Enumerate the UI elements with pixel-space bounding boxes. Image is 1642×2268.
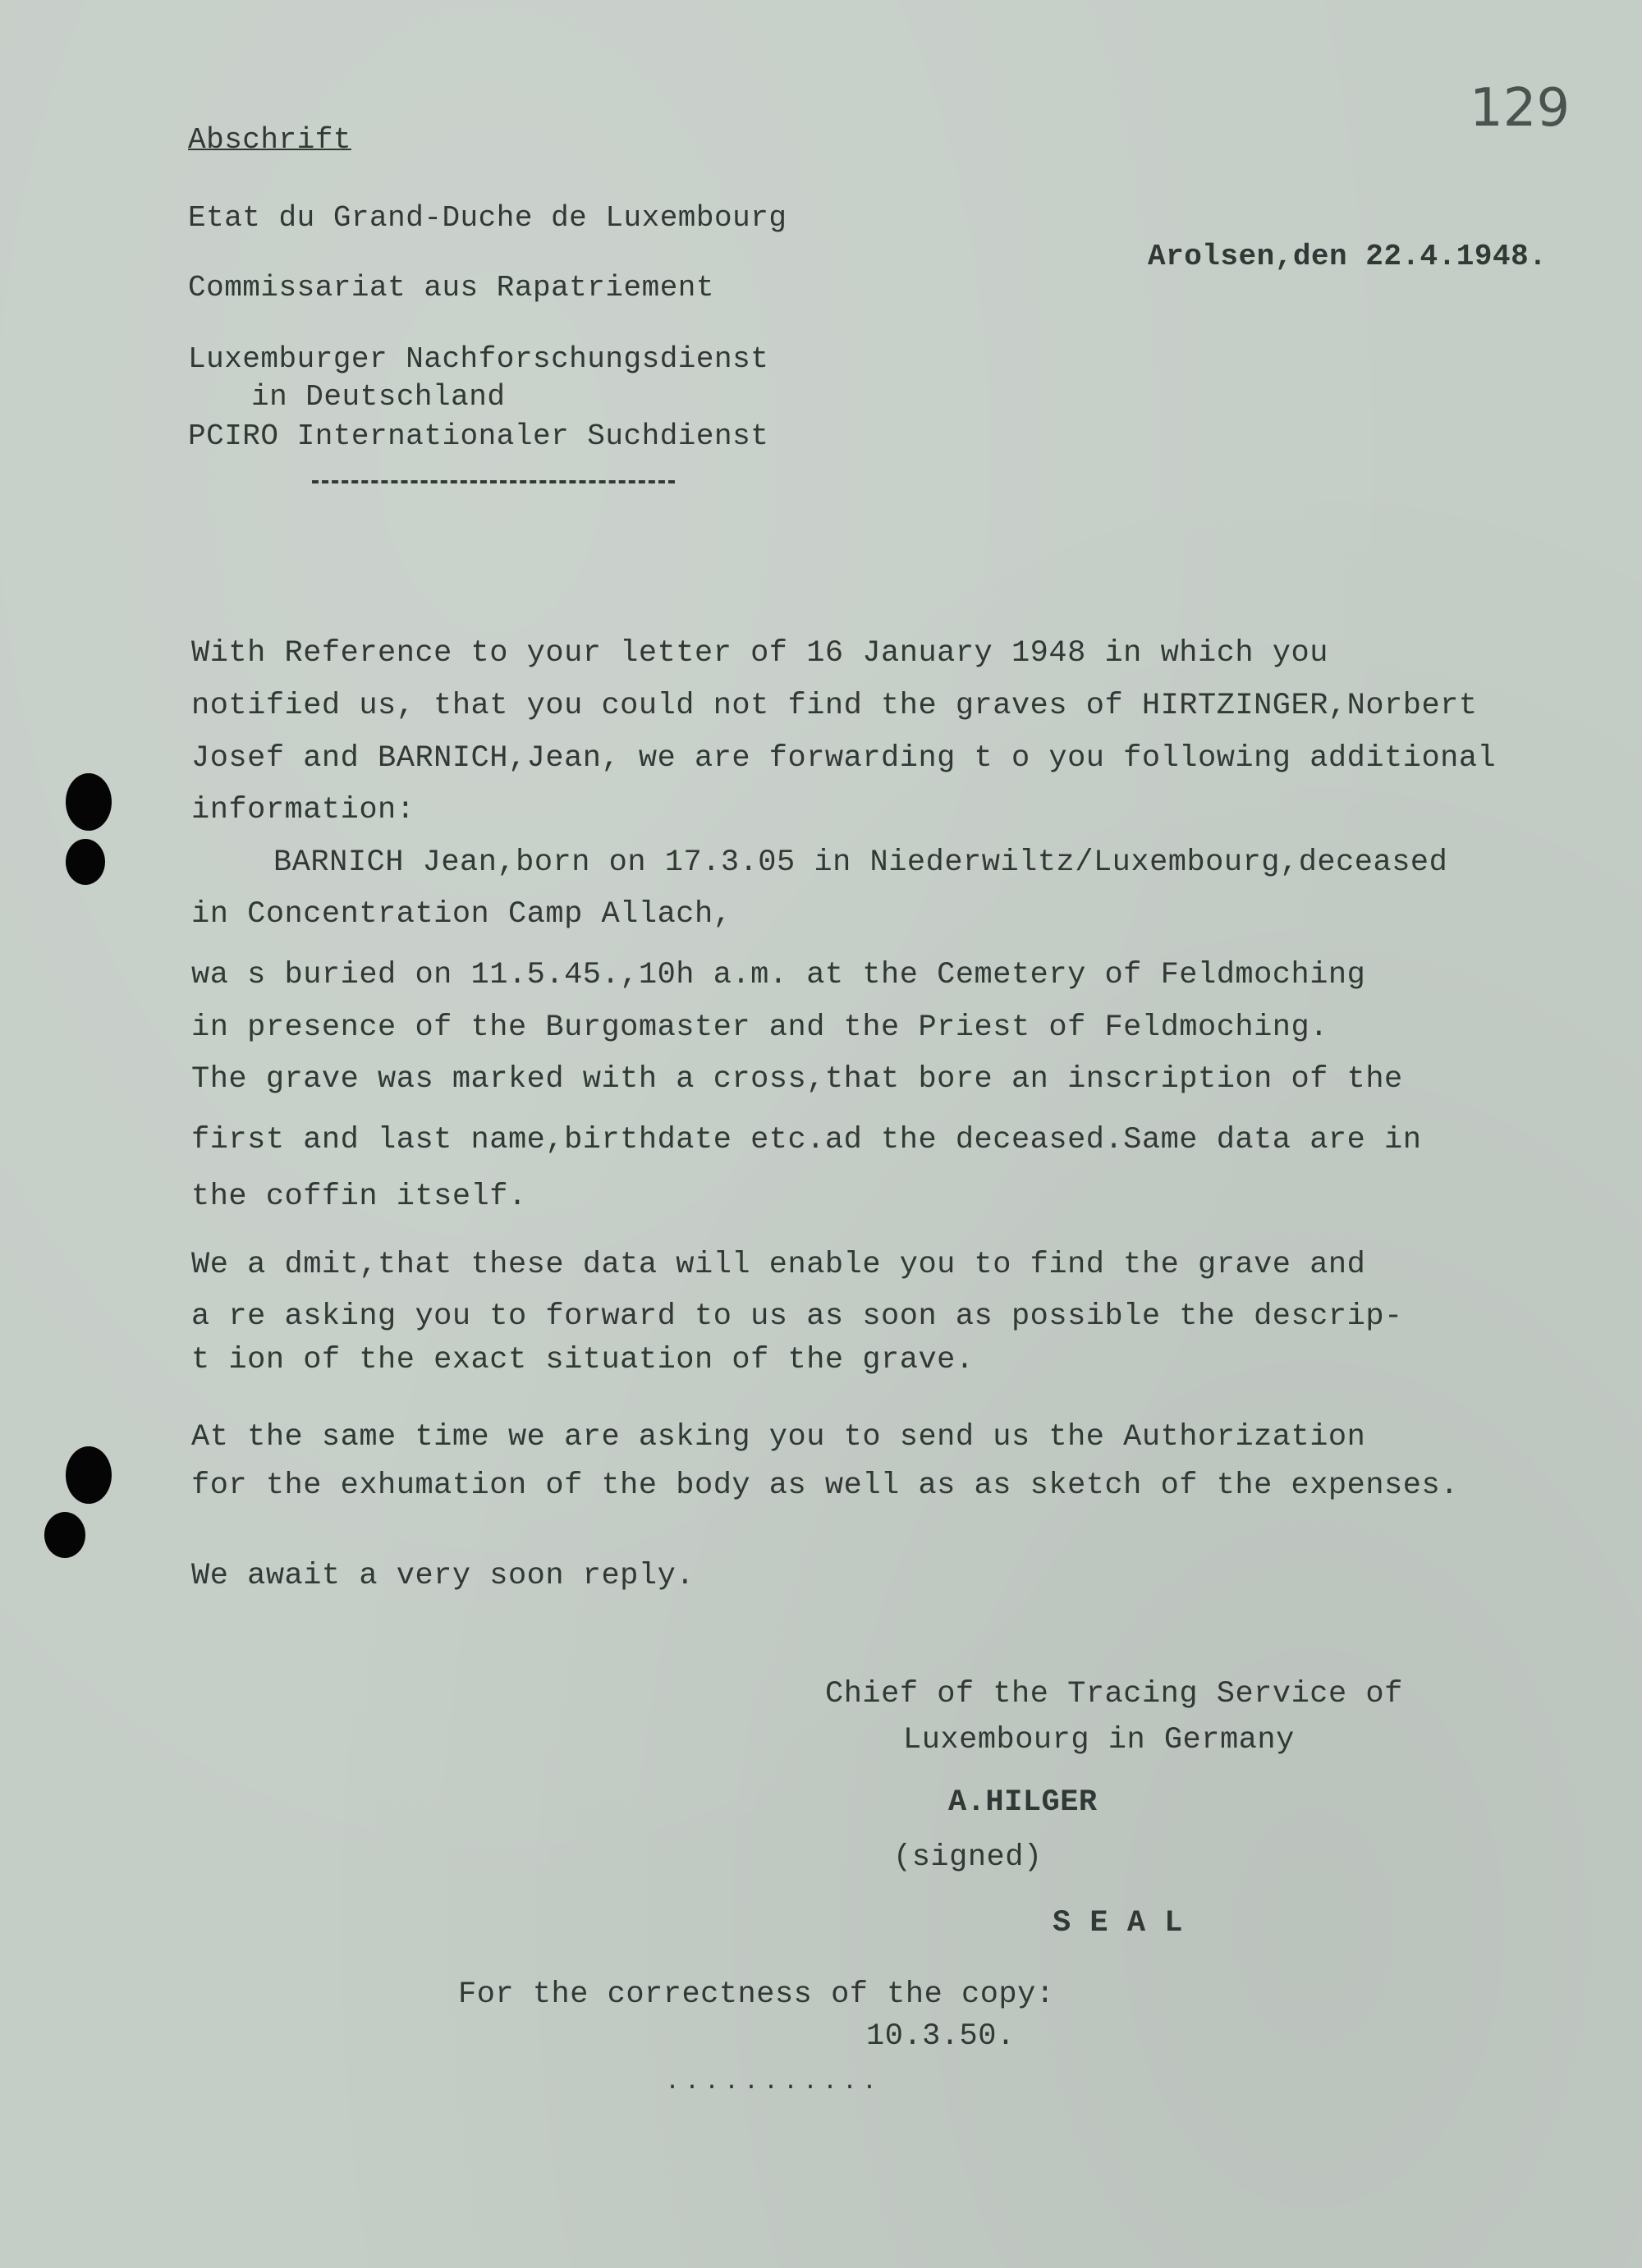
sender-line-4: in Deutschland (251, 380, 506, 414)
body-line: At the same time we are asking you to send us the Authorization (191, 1420, 1366, 1455)
signature-title-2: Luxembourg in Germany (903, 1723, 1295, 1757)
body-line: t ion of the exact situation of the grave. (191, 1343, 975, 1377)
body-line: for the exhumation of the body as well as as sketch of the expenses. (191, 1468, 1459, 1503)
body-line: We a dmit,that these data will enable you to find the grave and (191, 1248, 1366, 1282)
body-line: The grave was marked with a cross,that bore an inscription of the (191, 1062, 1403, 1097)
sender-line-1: Etat du Grand-Duche de Luxembourg (188, 201, 787, 235)
body-line: in presence of the Burgomaster and the Priest of Feldmoching. (191, 1010, 1328, 1045)
copy-label: Abschrift (188, 123, 351, 157)
body-line: notified us, that you could not find the graves of HIRTZINGER,Norbert (191, 689, 1478, 723)
page-number: 129 (1470, 78, 1571, 139)
place-date: Arolsen,den 22.4.1948. (1148, 240, 1548, 273)
body-line: With Reference to your letter of 16 January 1948 in which you (191, 636, 1328, 671)
body-line: wa s buried on 11.5.45.,10h a.m. at the Cemetery of Feldmoching (191, 958, 1366, 992)
header-divider (312, 480, 675, 483)
body-line: a re asking you to forward to us as soon as possible the descrip- (191, 1299, 1403, 1334)
certification-date: 10.3.50. (866, 2019, 1016, 2054)
punch-hole (44, 1512, 85, 1558)
body-line: in Concentration Camp Allach, (191, 897, 732, 932)
sender-line-3: Luxemburger Nachforschungsdienst (188, 342, 769, 376)
sender-line-5: PCIRO Internationaler Suchdienst (188, 419, 769, 453)
punch-hole (66, 773, 112, 831)
body-line: information: (191, 793, 415, 827)
seal-label: S E A L (1053, 1906, 1183, 1940)
signature-dots: ........... (665, 2069, 883, 2096)
punch-hole (66, 1446, 112, 1504)
sender-line-2: Commissariat aus Rapatriement (188, 271, 715, 305)
body-line: first and last name,birthdate etc.ad the deceased.Same data are in (191, 1123, 1422, 1157)
signature-title-1: Chief of the Tracing Service of (825, 1677, 1403, 1711)
signed-note: (signed) (893, 1840, 1043, 1875)
body-line: BARNICH Jean,born on 17.3.05 in Niederwiltz/Luxembourg,deceased (273, 845, 1448, 880)
certification-text: For the correctness of the copy: (458, 1977, 1055, 2012)
body-line: We await a very soon reply. (191, 1559, 695, 1593)
signer-name: A.HILGER (948, 1785, 1098, 1820)
body-line: the coffin itself. (191, 1180, 527, 1214)
punch-hole (66, 839, 105, 885)
body-line: Josef and BARNICH,Jean, we are forwarding t o you following additional (191, 741, 1497, 776)
